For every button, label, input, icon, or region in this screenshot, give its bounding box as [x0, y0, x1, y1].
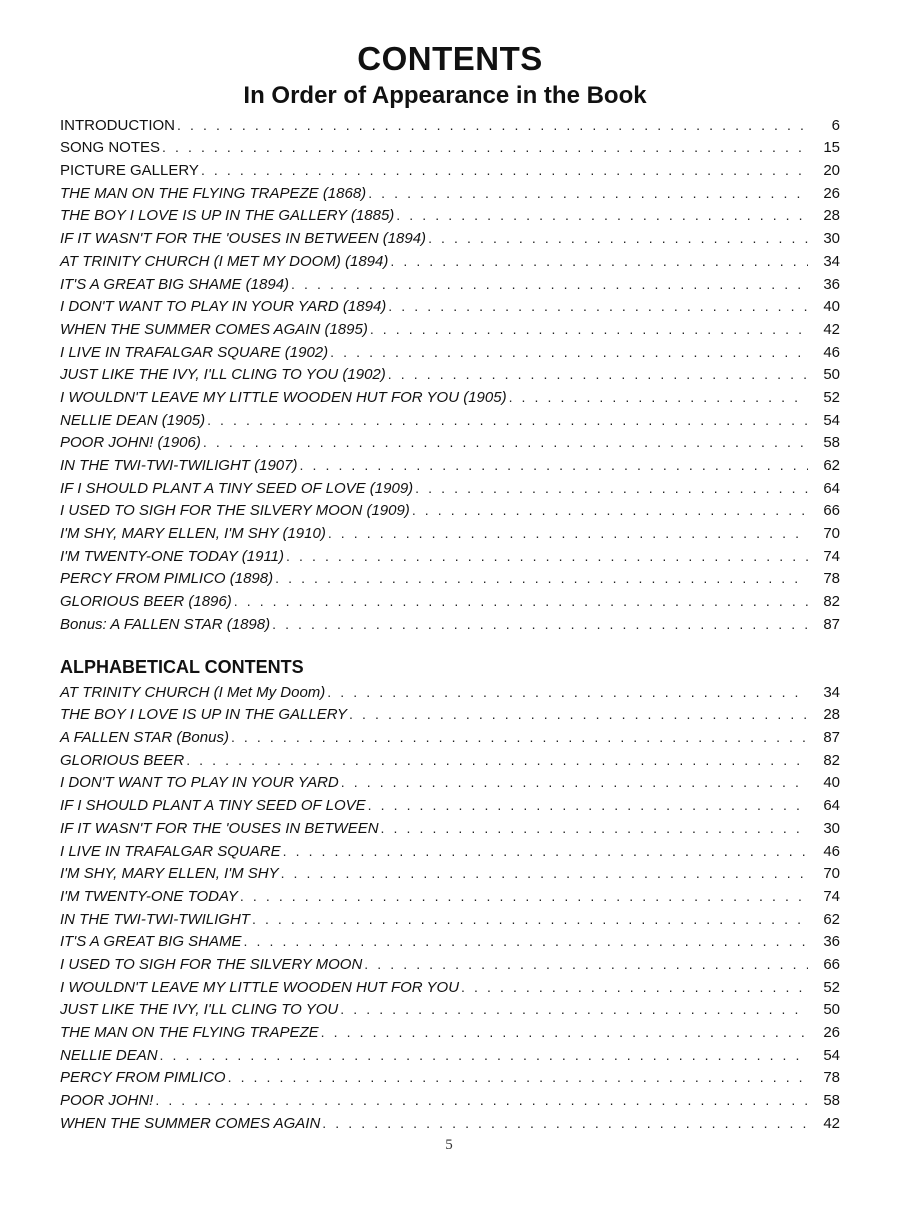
dot-leader	[291, 278, 808, 290]
toc-entry-page-number: 74	[823, 547, 840, 565]
toc-entry-page-number: 30	[823, 819, 840, 837]
toc-entry	[58, 498, 840, 521]
toc-entry-page-number: 66	[823, 502, 840, 520]
toc-entry-page-number: 82	[823, 751, 840, 769]
dot-leader	[322, 1117, 808, 1129]
toc-entry	[58, 1019, 840, 1042]
toc-entry-title: IF IT WASN'T FOR THE 'OUSES IN BETWEEN (1894)	[60, 230, 427, 248]
toc-entry-page-number: 34	[823, 683, 840, 701]
toc-entry-page-number: 46	[823, 343, 840, 361]
toc-entry-page-number: 6	[831, 116, 840, 134]
dot-leader	[412, 504, 808, 516]
dot-leader	[341, 776, 808, 788]
dot-leader	[244, 935, 808, 947]
toc-entry-title: THE MAN ON THE FLYING TRAPEZE (1868)	[60, 184, 367, 202]
toc-entry-page-number: 28	[823, 207, 840, 225]
toc-entry-page-number: 34	[823, 252, 840, 270]
toc-entry-page-number: 36	[823, 275, 840, 293]
toc-entry	[58, 679, 840, 702]
toc-entry	[58, 430, 840, 453]
toc-entry	[58, 566, 840, 589]
toc-entry-title: I'M SHY, MARY ELLEN, I'M SHY	[60, 865, 279, 883]
dot-leader	[240, 890, 808, 902]
toc-entry-page-number: 42	[823, 1114, 840, 1132]
toc-entry-page-number: 50	[823, 1001, 840, 1019]
dot-leader	[281, 867, 808, 879]
toc-entry	[58, 157, 840, 180]
toc-entry-page-number: 70	[823, 865, 840, 883]
toc-entry-title: GLORIOUS BEER	[60, 751, 185, 769]
toc-entry-title: THE BOY I LOVE IS UP IN THE GALLERY (1885)	[60, 207, 395, 225]
dot-leader	[160, 1049, 808, 1061]
toc-entry	[58, 815, 840, 838]
toc-entry-page-number: 70	[823, 525, 840, 543]
toc-entry-page-number: 30	[823, 230, 840, 248]
dot-leader	[286, 550, 808, 562]
dot-leader	[330, 346, 808, 358]
toc-entry-page-number: 50	[823, 366, 840, 384]
toc-entry	[58, 702, 840, 725]
page-subtitle: In Order of Appearance in the Book	[243, 82, 647, 109]
dot-leader	[228, 1071, 808, 1083]
toc-entry-page-number: 26	[823, 184, 840, 202]
toc-entry-title: IF I SHOULD PLANT A TINY SEED OF LOVE (1909)	[60, 479, 414, 497]
toc-entry-title: Bonus: A FALLEN STAR (1898)	[60, 615, 271, 633]
toc-entry	[58, 543, 840, 566]
dot-leader	[155, 1094, 808, 1106]
toc-entry-page-number: 26	[823, 1024, 840, 1041]
dot-leader	[300, 459, 809, 471]
toc-entry	[58, 452, 840, 475]
dot-leader	[370, 323, 808, 335]
toc-entry	[58, 339, 840, 362]
toc-entry-page-number: 46	[823, 842, 840, 860]
toc-entry-title: JUST LIKE THE IVY, I'LL CLING TO YOU	[60, 1001, 339, 1019]
toc-entry	[58, 1087, 840, 1110]
toc-entry-title: I LIVE IN TRAFALGAR SQUARE (1902)	[60, 343, 329, 361]
toc-entry-page-number: 15	[823, 139, 840, 157]
dot-leader	[283, 845, 808, 857]
toc-entry-title: NELLIE DEAN (1905)	[60, 411, 206, 429]
toc-entry	[58, 724, 840, 747]
toc-entry-title: PERCY FROM PIMLICO (1898)	[60, 570, 274, 588]
toc-entry-page-number: 52	[823, 978, 840, 996]
toc-entry-title: I'M TWENTY-ONE TODAY	[60, 887, 238, 905]
toc-entry	[58, 588, 840, 611]
toc-entry	[58, 974, 840, 997]
toc-entry-title: IT'S A GREAT BIG SHAME	[60, 933, 242, 951]
toc-entry-title: INTRODUCTION	[60, 116, 175, 134]
toc-entry-title: I'M SHY, MARY ELLEN, I'M SHY (1910)	[60, 525, 326, 543]
order-entries	[58, 112, 840, 634]
toc-entry-title: IT'S A GREAT BIG SHAME (1894)	[60, 275, 290, 293]
toc-entry	[58, 271, 840, 294]
dot-leader	[186, 754, 808, 766]
dot-leader	[203, 436, 808, 448]
toc-entry-title: WHEN THE SUMMER COMES AGAIN (1895)	[60, 320, 368, 338]
toc-entry-page-number: 78	[823, 1069, 840, 1087]
toc-entry	[58, 1042, 840, 1065]
dot-leader	[390, 255, 808, 267]
toc-entry-page-number: 64	[823, 797, 840, 815]
toc-entry	[58, 1110, 840, 1133]
toc-entry-title: PICTURE GALLERY	[60, 162, 199, 180]
toc-entry-title: SONG NOTES	[60, 139, 161, 157]
toc-entry-page-number: 62	[823, 910, 840, 928]
toc-entry-page-number: 58	[823, 434, 840, 452]
toc-entry-title: WHEN THE SUMMER COMES AGAIN	[60, 1114, 321, 1132]
dot-leader	[364, 958, 808, 970]
dot-leader	[328, 527, 808, 539]
dot-leader	[388, 300, 808, 312]
dot-leader	[234, 595, 808, 607]
toc-entry-title: I WOULDN'T LEAVE MY LITTLE WOODEN HUT FOR YOU	[60, 978, 460, 996]
toc-entry	[58, 180, 840, 203]
toc-entry-page-number: 20	[823, 162, 840, 180]
dot-leader	[368, 187, 808, 199]
toc-entry-title: IF IT WASN'T FOR THE 'OUSES IN BETWEEN	[60, 819, 379, 837]
toc-entry	[58, 861, 840, 884]
toc-entry-page-number: 40	[823, 774, 840, 792]
toc-entry-page-number: 28	[823, 706, 840, 724]
order-of-appearance-list	[58, 112, 840, 634]
toc-entry-title: AT TRINITY CHURCH (I Met My Doom)	[60, 683, 326, 701]
dot-leader	[461, 981, 808, 993]
toc-entry-page-number: 82	[823, 593, 840, 611]
dot-leader	[231, 731, 808, 743]
toc-entry	[58, 951, 840, 974]
toc-entry-title: I'M TWENTY-ONE TODAY (1911)	[60, 547, 285, 565]
toc-entry-title: AT TRINITY CHURCH (I MET MY DOOM) (1894)	[60, 252, 389, 270]
dot-leader	[327, 686, 808, 698]
toc-entry-title: JUST LIKE THE IVY, I'LL CLING TO YOU (1902)	[60, 366, 386, 384]
toc-entry	[58, 792, 840, 815]
toc-entry	[58, 475, 840, 498]
dot-leader	[415, 482, 808, 494]
toc-entry	[58, 747, 840, 770]
toc-entry-page-number: 36	[823, 933, 840, 951]
toc-entry-title: I USED TO SIGH FOR THE SILVERY MOON (1909)	[60, 502, 410, 520]
toc-entry	[58, 135, 840, 158]
toc-entry	[58, 929, 840, 952]
toc-entry-page-number: 42	[823, 320, 840, 338]
toc-entry	[58, 906, 840, 929]
toc-entry	[58, 362, 840, 385]
toc-entry-title: THE BOY I LOVE IS UP IN THE GALLERY	[60, 706, 348, 724]
page-title: CONTENTS	[357, 40, 543, 77]
toc-entry	[58, 883, 840, 906]
toc-entry	[58, 407, 840, 430]
toc-entry-title: NELLIE DEAN	[60, 1046, 158, 1064]
toc-entry-title: IF I SHOULD PLANT A TINY SEED OF LOVE	[60, 797, 366, 815]
toc-entry-page-number: 64	[823, 479, 840, 497]
toc-entry-title: POOR JOHN!	[60, 1092, 154, 1110]
dot-leader	[177, 119, 808, 131]
toc-entry	[58, 112, 840, 135]
dot-leader	[275, 572, 808, 584]
toc-entry-page-number: 54	[823, 1046, 840, 1064]
toc-entry-title: I LIVE IN TRAFALGAR SQUARE	[60, 842, 281, 860]
dot-leader	[381, 822, 808, 834]
dot-leader	[252, 913, 808, 925]
dot-leader	[509, 391, 808, 403]
toc-entry-page-number: 54	[823, 411, 840, 429]
dot-leader	[368, 799, 808, 811]
toc-entry	[58, 770, 840, 793]
toc-entry-page-number: 40	[823, 298, 840, 316]
toc-entry-page-number: 74	[823, 887, 840, 905]
toc-entry	[58, 1065, 840, 1088]
toc-entry	[58, 520, 840, 543]
toc-entry	[58, 225, 840, 248]
toc-entry-page-number: 87	[823, 615, 840, 633]
toc-entry-title: I DON'T WANT TO PLAY IN YOUR YARD (1894)	[60, 298, 387, 316]
dot-leader	[321, 1026, 808, 1038]
toc-entry-page-number: 78	[823, 570, 840, 588]
toc-entry	[58, 384, 840, 407]
toc-entry	[58, 611, 840, 634]
toc-entry-title: I DON'T WANT TO PLAY IN YOUR YARD	[60, 774, 339, 792]
toc-entry	[58, 248, 840, 271]
toc-entry	[58, 997, 840, 1020]
alpha-entries	[58, 679, 840, 1133]
toc-entry-page-number: 62	[823, 457, 840, 474]
dot-leader	[388, 368, 808, 380]
toc-entry-title: I WOULDN'T LEAVE MY LITTLE WOODEN HUT FOR YOU (1905)	[60, 388, 507, 406]
toc-entry	[58, 203, 840, 226]
page-number: 5	[445, 1137, 453, 1153]
dot-leader	[428, 232, 808, 244]
toc-entry-page-number: 87	[823, 729, 840, 747]
toc-entry-title: I USED TO SIGH FOR THE SILVERY MOON	[60, 955, 363, 973]
toc-entry-page-number: 58	[823, 1092, 840, 1110]
dot-leader	[272, 618, 808, 630]
toc-entry-title: PERCY FROM PIMLICO	[60, 1069, 226, 1087]
toc-entry-title: THE MAN ON THE FLYING TRAPEZE	[60, 1024, 319, 1041]
toc-entry-title: A FALLEN STAR (Bonus)	[60, 729, 229, 747]
toc-entry	[58, 838, 840, 861]
toc-entry	[58, 294, 840, 317]
dot-leader	[340, 1003, 808, 1015]
toc-entry-title: POOR JOHN! (1906)	[60, 434, 201, 452]
dot-leader	[349, 708, 808, 720]
toc-entry	[58, 316, 840, 339]
toc-entry-title: IN THE TWI-TWI-TWILIGHT	[60, 910, 250, 928]
alphabetical-contents-list	[58, 655, 840, 1133]
toc-entry-title: IN THE TWI-TWI-TWILIGHT (1907)	[60, 457, 298, 474]
dot-leader	[201, 164, 808, 176]
toc-entry-page-number: 52	[823, 388, 840, 406]
toc-entry-title: GLORIOUS BEER (1896)	[60, 593, 232, 611]
toc-entry-page-number: 66	[823, 955, 840, 973]
dot-leader	[162, 141, 808, 153]
alphabetical-contents-heading: ALPHABETICAL CONTENTS	[60, 657, 304, 677]
dot-leader	[396, 209, 808, 221]
dot-leader	[207, 414, 808, 426]
